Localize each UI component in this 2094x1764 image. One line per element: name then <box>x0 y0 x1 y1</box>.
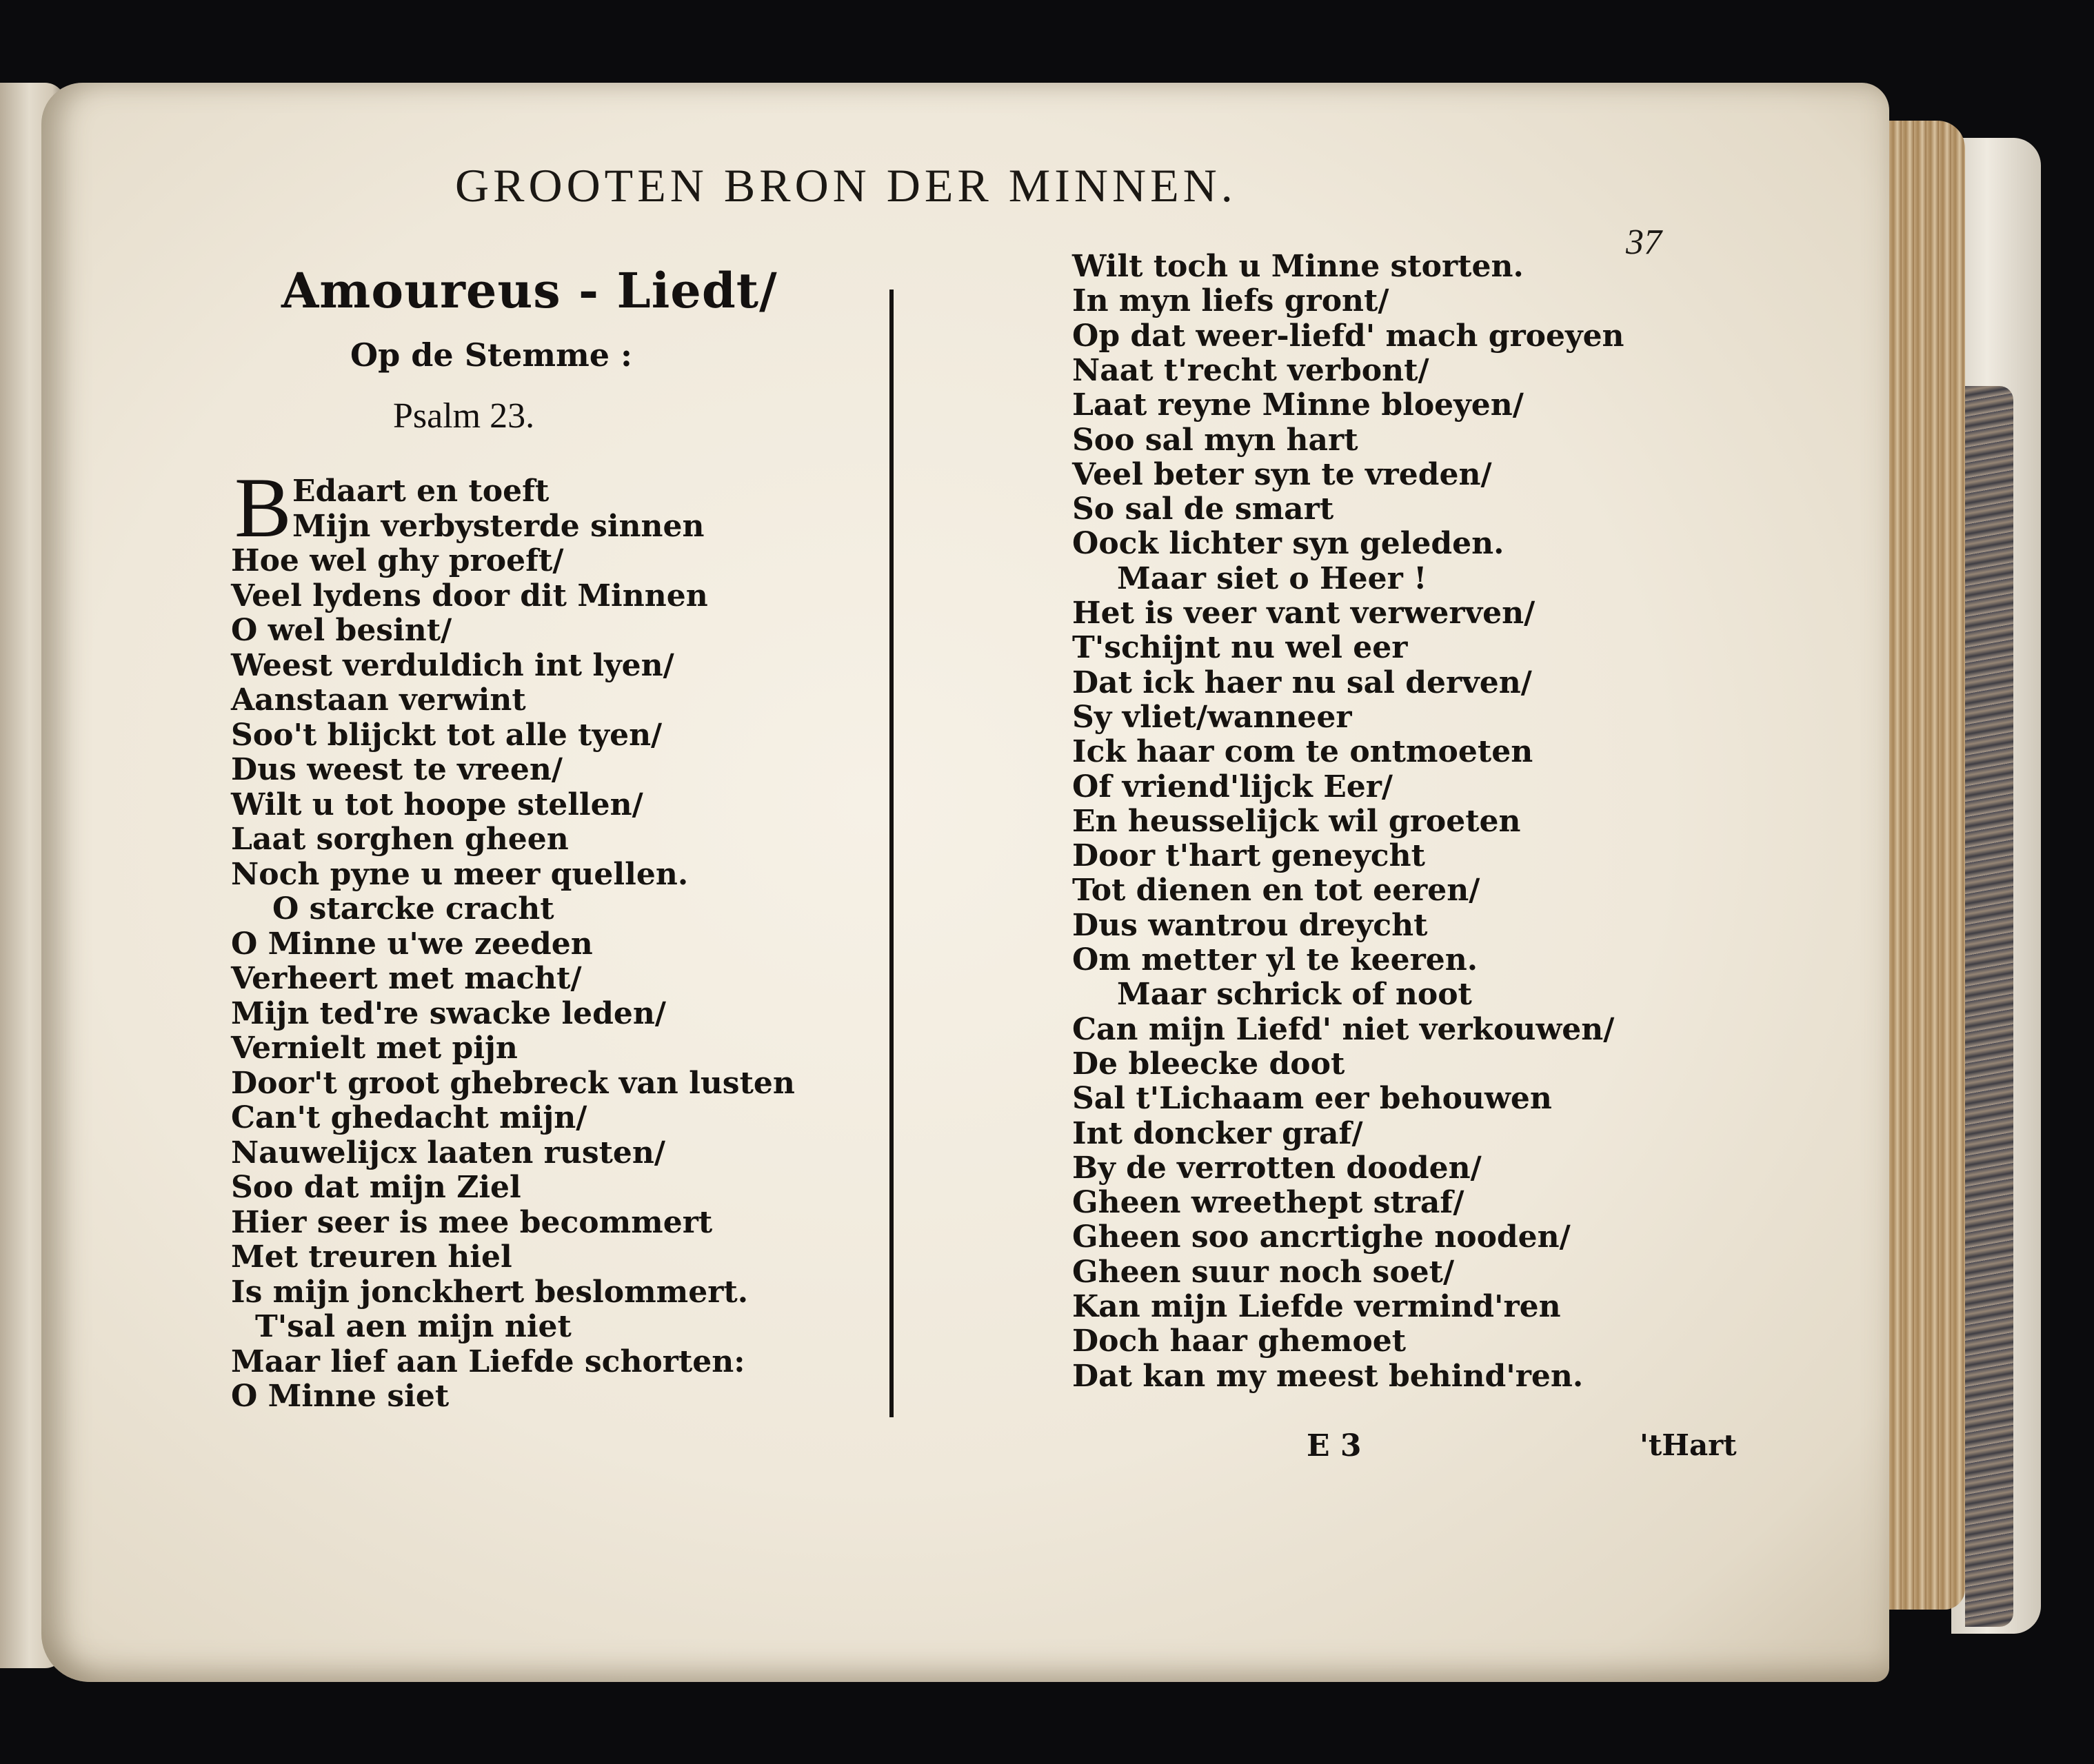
verse-line: O starcke cracht <box>272 891 554 926</box>
verse-line: Door't groot ghebreck van lusten <box>231 1065 795 1101</box>
verse-line: Sal t'Lichaam eer behouwen <box>1072 1081 1552 1117</box>
verse-line: O Minne u'we zeeden <box>231 926 593 962</box>
verse-line: In myn liefs gront/ <box>1072 283 1389 319</box>
verse-line: Maar siet o Heer ! <box>1117 560 1427 596</box>
verse-line: Weest verduldich int lyen/ <box>231 647 674 683</box>
verse-line: T'sal aen mijn niet <box>255 1309 572 1344</box>
page-number: 37 <box>1626 223 1662 262</box>
verse-line: So sal de smart <box>1072 491 1334 527</box>
verse-line: Gheen soo ancrtighe nooden/ <box>1072 1219 1571 1255</box>
verse-line: Ick haar com te ontmoeten <box>1072 734 1533 770</box>
verse-line: Op dat weer-liefd' mach groeyen <box>1072 318 1624 354</box>
verse-line: Is mijn jonckhert beslommert. <box>231 1274 749 1310</box>
verse-line: Dat kan my meest behind'ren. <box>1072 1358 1584 1394</box>
marbled-endpaper <box>1965 386 2013 1627</box>
verse-line: Tot dienen en tot eeren/ <box>1072 873 1480 909</box>
verse-line: Soo dat mijn Ziel <box>231 1170 521 1205</box>
verse-line: Mijn verbysterde sinnen <box>292 508 705 544</box>
verse-line: Of vriend'lijck Eer/ <box>1072 769 1393 804</box>
verse-line: Oock lichter syn geleden. <box>1072 526 1504 562</box>
verse-line: Kan mijn Liefde vermind'ren <box>1072 1289 1561 1324</box>
verse-line: Door t'hart geneycht <box>1072 838 1425 874</box>
verse-line: Aanstaan verwint <box>231 682 526 718</box>
verse-line: Edaart en toeft <box>292 474 550 509</box>
verse-line: Het is veer vant verwerven/ <box>1072 596 1536 631</box>
verse-line: Gheen suur noch soet/ <box>1072 1254 1455 1290</box>
verse-line: Laat reyne Minne bloeyen/ <box>1072 387 1524 423</box>
verse-line: Soo't blijckt tot alle tyen/ <box>231 717 663 753</box>
verse-line: Maar schrick of noot <box>1117 977 1472 1013</box>
tune-label: Op de Stemme : <box>350 336 633 374</box>
verse-line: Hoe wel ghy proeft/ <box>231 543 564 578</box>
verse-line: Wilt toch u Minne storten. <box>1072 249 1524 284</box>
verse-line: O wel besint/ <box>231 613 452 648</box>
running-head: GROOTEN BRON DER MINNEN. <box>455 159 1237 212</box>
verse-line: Doch haar ghemoet <box>1072 1324 1407 1359</box>
verse-line: Vernielt met pijn <box>231 1031 518 1066</box>
verse-line: Nauwelijcx laaten rusten/ <box>231 1135 665 1170</box>
signature-mark: E 3 <box>1307 1428 1362 1463</box>
verse-line: Dat ick haer nu sal derven/ <box>1072 665 1532 700</box>
verse-line: En heusselijck wil groeten <box>1072 803 1521 839</box>
verse-line: Mijn ted're swacke leden/ <box>231 995 666 1031</box>
verse-line: Soo sal myn hart <box>1072 422 1358 458</box>
verse-line: Wilt u tot hoope stellen/ <box>231 787 643 822</box>
verse-line: Om metter yl te keeren. <box>1072 942 1478 977</box>
verse-line: Maar lief aan Liefde schorten: <box>231 1344 745 1379</box>
catchword: 'tHart <box>1640 1428 1737 1462</box>
verse-line: Gheen wreethept straf/ <box>1072 1185 1464 1221</box>
drop-initial: B <box>234 460 292 555</box>
column-divider <box>889 290 894 1417</box>
verse-line: De bleecke doot <box>1072 1046 1345 1082</box>
verse-line: Laat sorghen gheen <box>231 822 569 857</box>
verse-line: By de verrotten dooden/ <box>1072 1150 1482 1186</box>
verse-line: Int doncker graf/ <box>1072 1115 1363 1151</box>
song-title: Amoureus - Liedt/ <box>281 262 778 319</box>
verse-line: O Minne siet <box>231 1379 450 1414</box>
verse-line: Can mijn Liefd' niet verkouwen/ <box>1072 1011 1615 1047</box>
verse-line: Dus weest te vreen/ <box>231 752 563 787</box>
verse-line: Noch pyne u meer quellen. <box>231 856 689 892</box>
verse-line: Can't ghedacht mijn/ <box>231 1100 587 1135</box>
tune-name: Psalm 23. <box>393 396 535 436</box>
verse-line: Hier seer is mee becommert <box>231 1204 713 1240</box>
verse-line: Verheert met macht/ <box>231 961 582 996</box>
verse-line: Dus wantrou dreycht <box>1072 907 1428 943</box>
verse-line: Veel lydens door dit Minnen <box>231 578 708 614</box>
verse-line: T'schijnt nu wel eer <box>1072 630 1408 666</box>
verse-line: Met treuren hiel <box>231 1239 512 1275</box>
verse-line: Sy vliet/wanneer <box>1072 699 1352 735</box>
verse-line: Naat t'recht verbont/ <box>1072 352 1429 388</box>
verse-line: Veel beter syn te vreden/ <box>1072 456 1492 492</box>
